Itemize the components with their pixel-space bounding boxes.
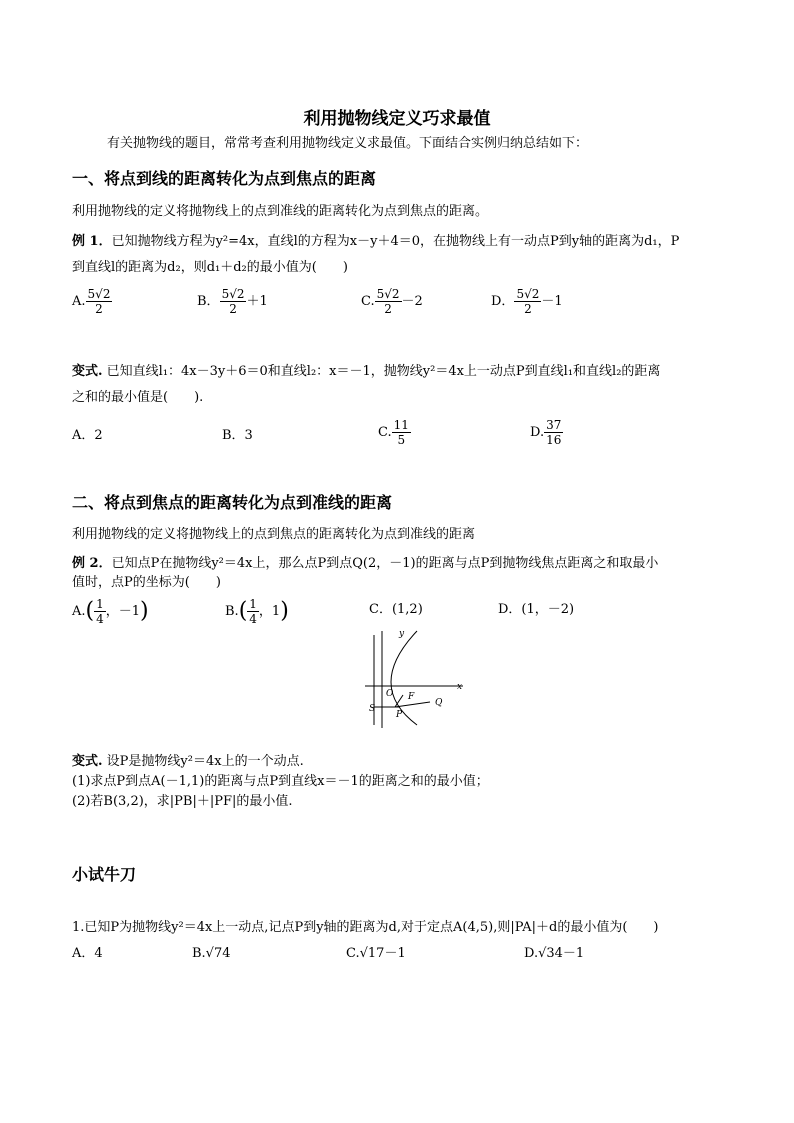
practice-option-b: B.√74 xyxy=(192,946,231,961)
label-f: F xyxy=(408,692,415,702)
practice-option-c: C.√17－1 xyxy=(346,946,406,961)
section1-desc: 利用抛物线的定义将抛物线上的点到准线的距离转化为点到焦点的距离。 xyxy=(72,204,489,219)
practice-question1: 1.已知P为抛物线y²＝4x上一动点,记点P到y轴的距离为d,对于定点A(4,5),则|PA|＋d的最小值为( ) xyxy=(72,920,659,935)
variant2-label: 变式. xyxy=(72,754,103,769)
label-s: S xyxy=(369,704,376,714)
segment-pq xyxy=(395,702,430,707)
parabola-curve xyxy=(391,631,417,725)
example1-option-b: B． $\frac{5√2}{2}$ ＋1 xyxy=(197,287,268,316)
example2-option-c: C．(1,2) xyxy=(369,602,423,617)
label-p: P xyxy=(396,710,403,720)
example1-option-a: A. $\frac{5√2}{2}$ xyxy=(72,287,111,316)
example2-option-d: D．(1，－2) xyxy=(498,602,575,617)
variant1-line2: 之和的最小值是( ). xyxy=(72,390,204,405)
variant1-line1: 变式. 已知直线l₁：4x－3y＋6＝0和直线l₂：x＝－1，抛物线y²＝4x上一动点P到直线l₁和直线l₂的距离 xyxy=(72,364,661,379)
label-x: x xyxy=(457,682,463,692)
variant2-line3: (2)若B(3,2)，求|PB|＋|PF|的最小值. xyxy=(72,794,293,809)
example2-line2: 值时，点P的坐标为( ) xyxy=(72,575,221,590)
variant1-option-b: B．3 xyxy=(222,428,253,443)
example1-option-c: C. $\frac{5√2}{2}$ －2 xyxy=(361,287,423,316)
practice-heading: 小试牛刀 xyxy=(72,865,137,884)
variant1-option-c: C. $\frac{11}{5}$ xyxy=(378,418,409,447)
variant2-line2: (1)求点P到点A(－1,1)的距离与点P到直线x＝－1的距离之和的最小值； xyxy=(72,774,489,789)
example2-option-b: B.( $\frac{1}{4}$ ，1) xyxy=(225,597,289,626)
intro-text: 有关抛物线的题目，常常考查利用抛物线定义求最值。下面结合实例归纳总结如下： xyxy=(107,136,589,151)
segment-pf xyxy=(395,695,403,707)
page-title: 利用抛物线定义巧求最值 xyxy=(303,109,491,129)
example1-text1: 已知抛物线方程为y²=4x，直线l的方程为x－y＋4＝0，在抛物线上有一动点P到y轴的距离为d₁，P xyxy=(111,234,680,249)
variant2-line1: 变式. 设P是抛物线y²＝4x上的一个动点. xyxy=(72,754,304,769)
example2-option-a: A.( $\frac{1}{4}$ ，－1) xyxy=(72,597,149,626)
section1-heading: 一、将点到线的距离转化为点到焦点的距离 xyxy=(72,169,377,188)
label-q: Q xyxy=(435,698,443,708)
section2-desc: 利用抛物线的定义将抛物线上的点到焦点的距离转化为点到准线的距离 xyxy=(72,527,476,542)
practice-option-a: A．4 xyxy=(72,946,103,961)
variant1-option-a: A．2 xyxy=(72,428,103,443)
example1-label: 例 1． xyxy=(72,234,112,249)
example2-line1: 例 2．已知点P在抛物线y²＝4x上，那么点P到点Q(2，－1)的距离与点P到抛物线焦点距离之和取最小 xyxy=(72,556,659,571)
variant1-option-d: D. $\frac{37}{16}$ xyxy=(530,418,562,447)
example1-option-d: D． $\frac{5√2}{2}$ －1 xyxy=(491,287,563,316)
example1-line2: 到直线l的距离为d₂，则d₁＋d₂的最小值为( ) xyxy=(72,260,348,275)
example1-line1 xyxy=(72,232,679,252)
label-o: O xyxy=(386,689,394,699)
variant1-label: 变式. xyxy=(72,364,103,379)
practice-option-d: D.√34－1 xyxy=(524,946,585,961)
label-y: y xyxy=(399,629,405,639)
parabola-figure xyxy=(355,625,470,730)
example2-label: 例 2． xyxy=(72,556,112,571)
section2-heading: 二、将点到焦点的距离转化为点到准线的距离 xyxy=(72,493,393,512)
